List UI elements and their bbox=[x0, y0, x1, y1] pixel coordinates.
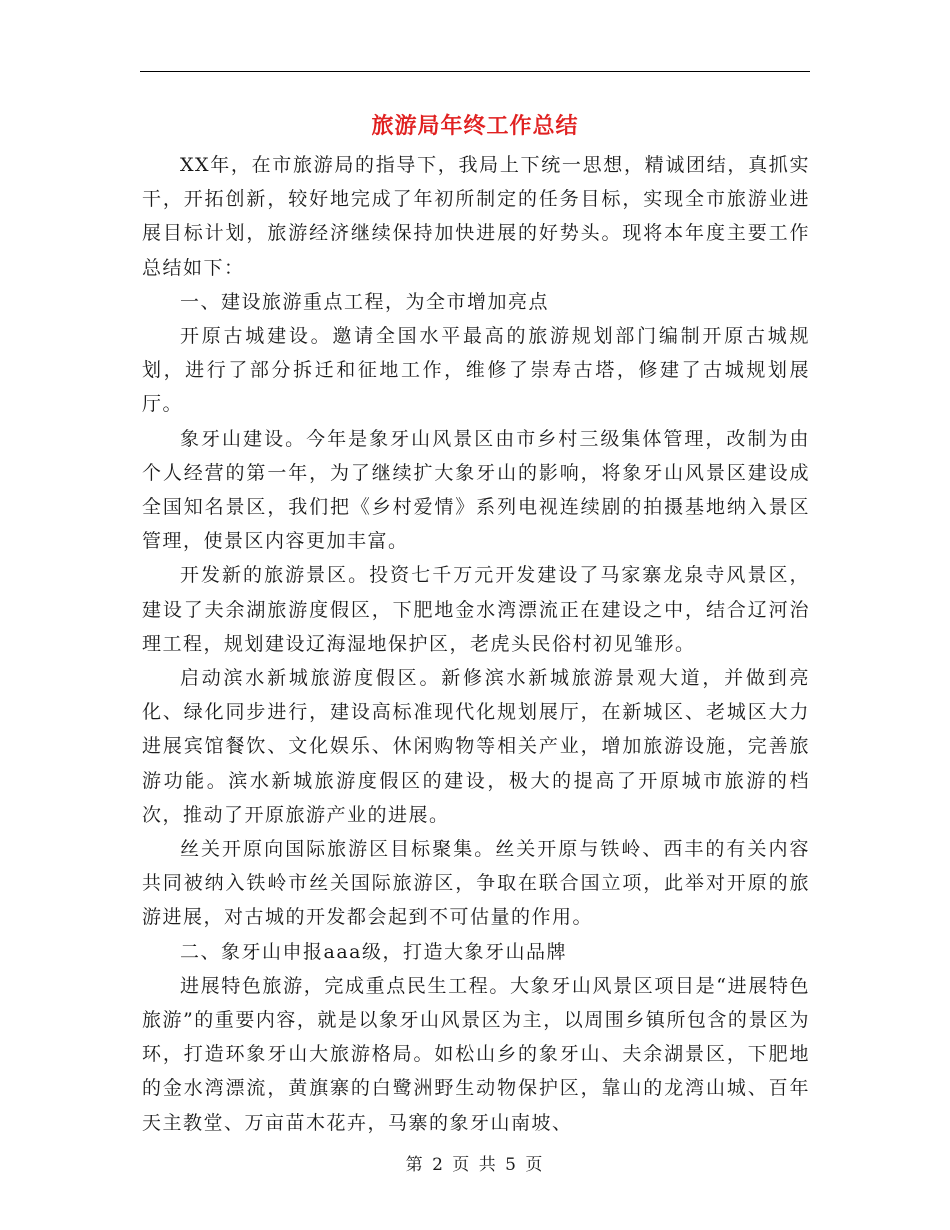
page-number-footer: 第 2 页 共 5 页 bbox=[405, 1155, 545, 1175]
paragraph-new-scenic-areas: 开发新的旅游景区。投资七千万元开发建设了马家寨龙泉寺风景区，建设了夫余湖旅游度假区，下肥地金水湾漂流正在建设之中，结合辽河治理工程，规划建设辽海湿地保护区，老虎头民俗村初见雏形。 bbox=[142, 564, 810, 655]
paragraph-xiangyashan: 象牙山建设。今年是象牙山风景区由市乡村三级集体管理，改制为由个人经营的第一年，为了继续扩大象牙山的影响，将象牙山风景区建设成全国知名景区，我们把《乡村爱情》系列电视连续剧的拍摄基地纳入景区管理，使景区内容更加丰富。 bbox=[142, 427, 810, 553]
paragraph-ancient-city: 开原古城建设。邀请全国水平最高的旅游规划部门编制开原古城规划，进行了部分拆迁和征地工作，维修了崇寿古塔，修建了古城规划展厅。 bbox=[142, 325, 810, 416]
section-heading-2: 二、象牙山申报aaa级，打造大象牙山品牌 bbox=[180, 940, 567, 963]
document-body bbox=[142, 148, 810, 1140]
header-rule bbox=[140, 71, 810, 72]
section-heading-1: 一、建设旅游重点工程，为全市增加亮点 bbox=[180, 290, 550, 313]
paragraph-special-tourism: 进展特色旅游，完成重点民生工程。大象牙山风景区项目是“进展特色旅游”的重要内容，就是以象牙山风景区为主，以周围乡镇所包含的景区为环，打造环象牙山大旅游格局。如松山乡的象牙山、夫余湖景区，下肥地的金水湾漂流，黄旗寨的白鹭洲野生动物保护区，靠山的龙湾山城、百年天主教堂、万亩苗木花卉，马寨的象牙山南坡、 bbox=[142, 974, 810, 1134]
document-title: 旅游局年终工作总结 bbox=[371, 113, 579, 139]
paragraph-intro: XX年，在市旅游局的指导下，我局上下统一思想，精诚团结，真抓实干，开拓创新，较好地完成了年初所制定的任务目标，实现全市旅游业进展目标计划，旅游经济继续保持加快进展的好势头。现将本年度主要工作总结如下： bbox=[142, 154, 810, 279]
paragraph-binshui-newtown: 启动滨水新城旅游度假区。新修滨水新城旅游景观大道，并做到亮化、绿化同步进行，建设高标准现代化规划展厅，在新城区、老城区大力进展宾馆餐饮、文化娱乐、休闲购物等相关产业，增加旅游设施，完善旅游功能。滨水新城旅游度假区的建设，极大的提高了开原城市旅游的档次，推动了开原旅游产业的进展。 bbox=[142, 667, 810, 826]
paragraph-silk-pass: 丝关开原向国际旅游区目标聚集。丝关开原与铁岭、西丰的有关内容共同被纳入铁岭市丝关国际旅游区，争取在联合国立项，此举对开原的旅游进展，对古城的开发都会起到不可估量的作用。 bbox=[142, 838, 810, 929]
